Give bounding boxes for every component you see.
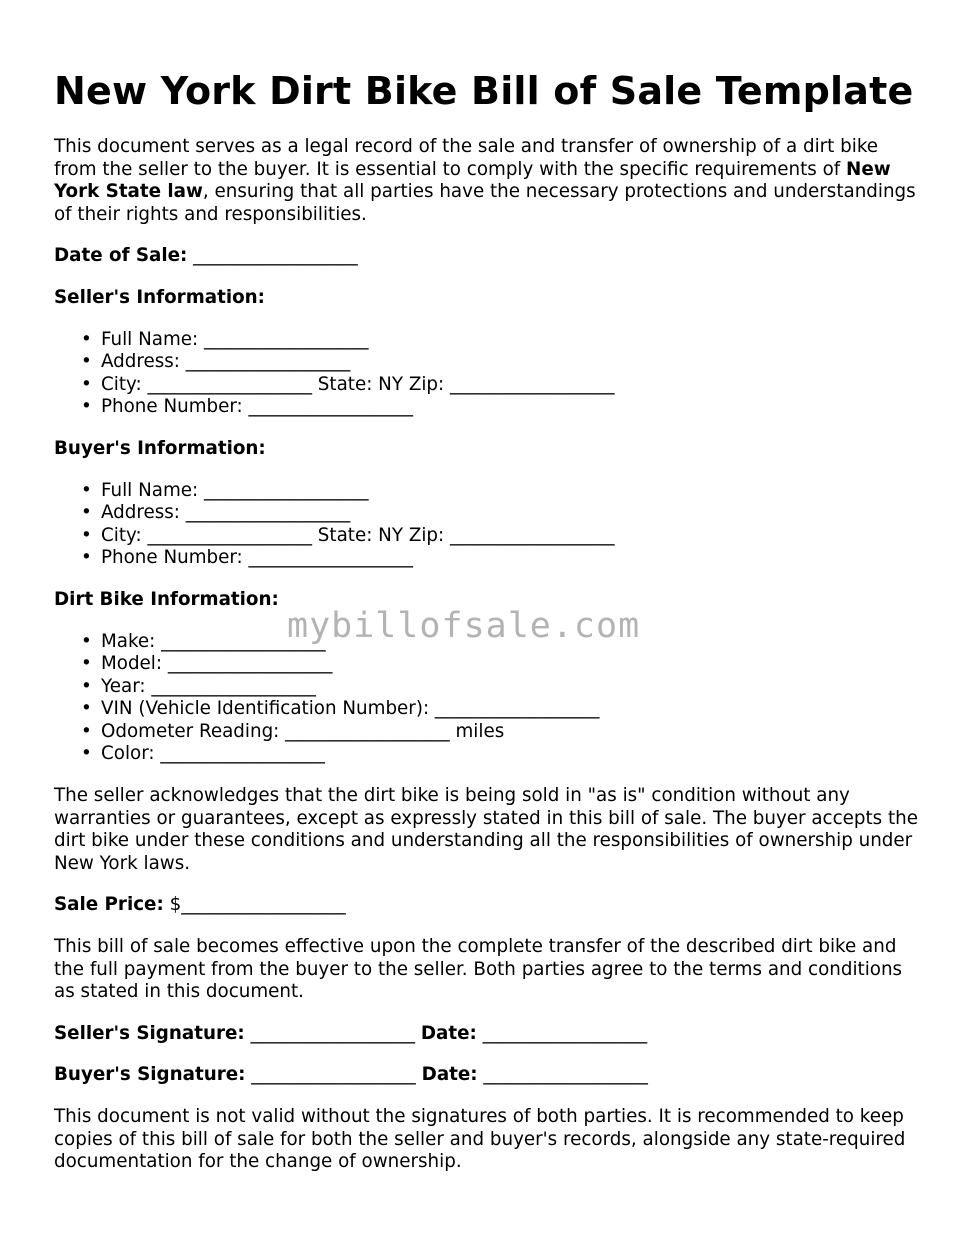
seller-signature-blank: __________________	[244, 1022, 421, 1044]
seller-signature-label: Seller's Signature:	[54, 1022, 245, 1044]
bike-list	[54, 631, 924, 767]
intro-text-1: This document serves as a legal record of the sale and transfer of ownership of a dirt bike from the seller to the buyer. It is essential to comply with the specific requirements of	[54, 136, 879, 180]
seller-address: • Address: __________________	[101, 351, 924, 374]
seller-phone: • Phone Number: __________________	[101, 396, 924, 419]
bike-odometer: • Odometer Reading: __________________ miles	[101, 721, 924, 744]
buyer-address: • Address: __________________	[101, 502, 924, 525]
as-is-paragraph: The seller acknowledges that the dirt bike is being sold in "as is" condition without any warranties or guarantees, except as expressly stated in this bill of sale. The buyer accepts the dirt bike under these conditions and understanding all the responsibilities of ownership under New York laws.	[54, 785, 919, 874]
buyer-signature-blank: __________________	[245, 1064, 422, 1086]
buyer-date-label: Date:	[421, 1064, 478, 1086]
date-of-sale	[54, 245, 924, 268]
sale-price	[54, 894, 924, 917]
sale-price-label: Sale Price:	[54, 894, 164, 916]
bike-make: • Make: __________________	[101, 631, 924, 654]
closing-paragraph: This document is not valid without the signatures of both parties. It is recommended to keep copies of this bill of sale for both the seller and buyer's records, alongside any state-required documentation for the change of ownership.	[54, 1106, 906, 1173]
seller-heading: Seller's Information:	[54, 286, 265, 308]
buyer-signature-label: Buyer's Signature:	[54, 1064, 246, 1086]
buyer-city-line: • City: __________________ State: NY Zip: __________________	[101, 525, 924, 548]
seller-list	[54, 329, 924, 419]
bike-color: • Color: __________________	[101, 743, 924, 766]
intro-bold: New York State law	[54, 158, 891, 203]
seller-city-line: • City: __________________ State: NY Zip: __________________	[101, 374, 924, 397]
seller-full-name: • Full Name: __________________	[101, 329, 924, 352]
bike-year: • Year: __________________	[101, 676, 924, 699]
effective-paragraph: This bill of sale becomes effective upon the complete transfer of the described dirt bike and the full payment from the buyer to the seller. Both parties agree to the terms and conditions as stated in this document.	[54, 936, 903, 1003]
bike-vin: • VIN (Vehicle Identification Number): __________________	[101, 698, 924, 721]
buyer-full-name: • Full Name: __________________	[101, 480, 924, 503]
seller-date-label: Date:	[420, 1022, 477, 1044]
intro-text-2: , ensuring that all parties have the necessary protections and understandings of their rights and responsibilities.	[54, 181, 916, 225]
document-page	[54, 68, 924, 1174]
date-of-sale-blank: __________________	[187, 245, 358, 267]
buyer-list	[54, 480, 924, 570]
buyer-signature-line	[54, 1064, 924, 1087]
intro-paragraph	[54, 136, 924, 226]
bike-model: • Model: __________________	[101, 653, 924, 676]
buyer-phone: • Phone Number: __________________	[101, 547, 924, 570]
page-title: New York Dirt Bike Bill of Sale Template	[54, 69, 914, 113]
sale-price-blank: $__________________	[163, 894, 346, 916]
buyer-heading: Buyer's Information:	[54, 437, 266, 459]
bike-heading: Dirt Bike Information:	[54, 588, 279, 610]
watermark-text: mybillofsale.com	[287, 606, 641, 646]
seller-signature-line	[54, 1023, 924, 1046]
date-of-sale-label: Date of Sale:	[54, 245, 188, 267]
seller-date-blank: __________________	[476, 1022, 648, 1044]
buyer-date-blank: __________________	[477, 1064, 648, 1086]
